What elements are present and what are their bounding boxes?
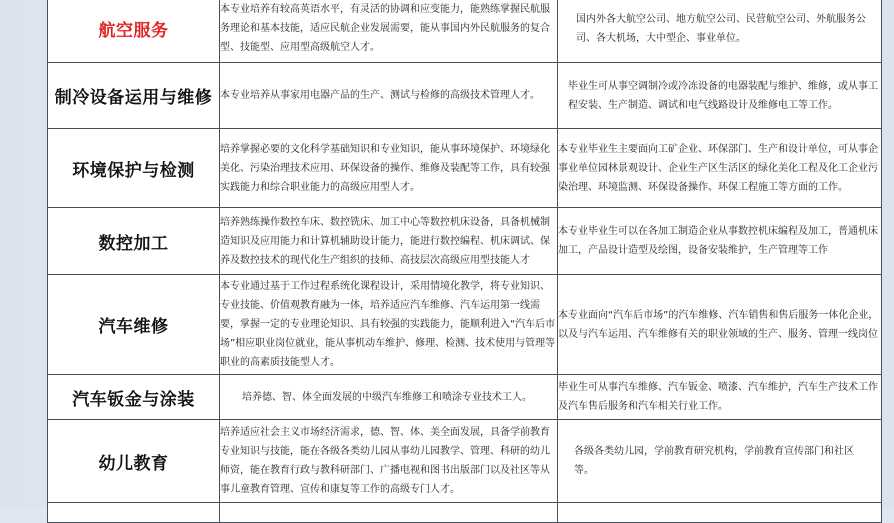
major-employment: 毕业生可从事空调制冷或冷冻设备的电器装配与维护、维修，或从事工程安装、生产制造、调试和电气线路设计及维修电工等工作。 bbox=[558, 63, 882, 129]
major-description: 培养德、智、体全面发展的中级汽车维修工和喷涂专业技术工人。 bbox=[220, 375, 558, 420]
majors-table bbox=[47, 0, 882, 523]
table-row bbox=[48, 63, 882, 129]
major-description: 本专业培养有较高英语水平，有灵活的协调和应变能力，能熟练掌握民航服务理论和基本技能，适应民航企业发展需要，能从事国内外民航服务的复合型、技能型、应用型高级航空人才。 bbox=[220, 0, 558, 63]
major-description: 培养熟练操作数控车床、数控铣床、加工中心等数控机床设备，具备机械制造知识及应用能力和计算机辅助设计能力，能进行数控编程、机床调试、保养及数控技术的现代化生产组织的技师、高技层次高级应用型技能人才 bbox=[220, 208, 558, 275]
major-name-cnc: 数控加工 bbox=[48, 208, 220, 275]
table-row bbox=[48, 0, 882, 63]
empty-cell bbox=[48, 503, 220, 523]
table-row bbox=[48, 375, 882, 420]
table-row bbox=[48, 503, 882, 523]
major-description: 培养适应社会主义市场经济需求，德、智、体、美全面发展，具备学前教育专业知识与技能，能在各级各类幼儿园从事幼儿园教学、管理、科研的幼儿师资，能在教育行政与教科研部门、广播电视和图书出版部门以及社区等从事儿童教育管理、宣传和康复等工作的高级专门人才。 bbox=[220, 420, 558, 503]
major-employment: 毕业生可从事汽车维修、汽车钣金、喷漆、汽车维护，汽车生产技术工作及汽车售后服务和汽车相关行业工作。 bbox=[558, 375, 882, 420]
major-name-auto-body: 汽车钣金与涂装 bbox=[48, 375, 220, 420]
major-employment: 本专业毕业生主要面向工矿企业、环保部门、生产和设计单位，可从事企事业单位园林景观设计、企业生产区生活区的绿化美化工程及化工企业污染治理、环境监测、环保设备操作、环保工程施工等方面的工作。 bbox=[558, 129, 882, 208]
major-description: 本专业培养从事家用电器产品的生产、测试与检修的高级技术管理人才。 bbox=[220, 63, 558, 129]
table-row bbox=[48, 275, 882, 375]
major-name-preschool: 幼儿教育 bbox=[48, 420, 220, 503]
major-name-auto-repair: 汽车维修 bbox=[48, 275, 220, 375]
major-employment: 本专业毕业生可以在各加工制造企业从事数控机床编程及加工，普通机床加工，产品设计造型及绘图，设备安装维护，生产管理等工作 bbox=[558, 208, 882, 275]
major-description: 培养掌握必要的文化科学基础知识和专业知识，能从事环境保护、环境绿化美化、污染治理技术应用、环保设备的操作、维修及装配等工作，具有较强实践能力和综合职业能力的高级应用型人才。 bbox=[220, 129, 558, 208]
empty-cell bbox=[220, 503, 558, 523]
major-name-environmental: 环境保护与检测 bbox=[48, 129, 220, 208]
major-employment: 国内外各大航空公司、地方航空公司、民营航空公司、外航服务公司、各大机场，大中型企、事业单位。 bbox=[558, 0, 882, 63]
empty-cell bbox=[558, 503, 882, 523]
major-name-refrigeration: 制冷设备运用与维修 bbox=[48, 63, 220, 129]
major-name-aviation-service: 航空服务 bbox=[48, 0, 220, 63]
major-description: 本专业通过基于工作过程系统化课程设计，采用情境化教学，将专业知识、专业技能、价值观教育融为一体，培养适应汽车维修、汽车运用第一线需要，掌握一定的专业理论知识、具有较强的实践能力，能顺利进入“汽车后市场”相应职业岗位就业，能从事机动车维护、修理、检测、技术使用与管理等职业的高素质技能型人才。 bbox=[220, 275, 558, 375]
major-employment: 各级各类幼儿园，学前教育研究机构，学前教育宣传部门和社区等。 bbox=[558, 420, 882, 503]
major-employment: 本专业面向“汽车后市场”的汽车维修、汽车销售和售后服务一体化企业，以及与汽车运用、汽车维修有关的职业领域的生产、服务、管理一线岗位 bbox=[558, 275, 882, 375]
table-row bbox=[48, 420, 882, 503]
table-row bbox=[48, 208, 882, 275]
table-row bbox=[48, 129, 882, 208]
